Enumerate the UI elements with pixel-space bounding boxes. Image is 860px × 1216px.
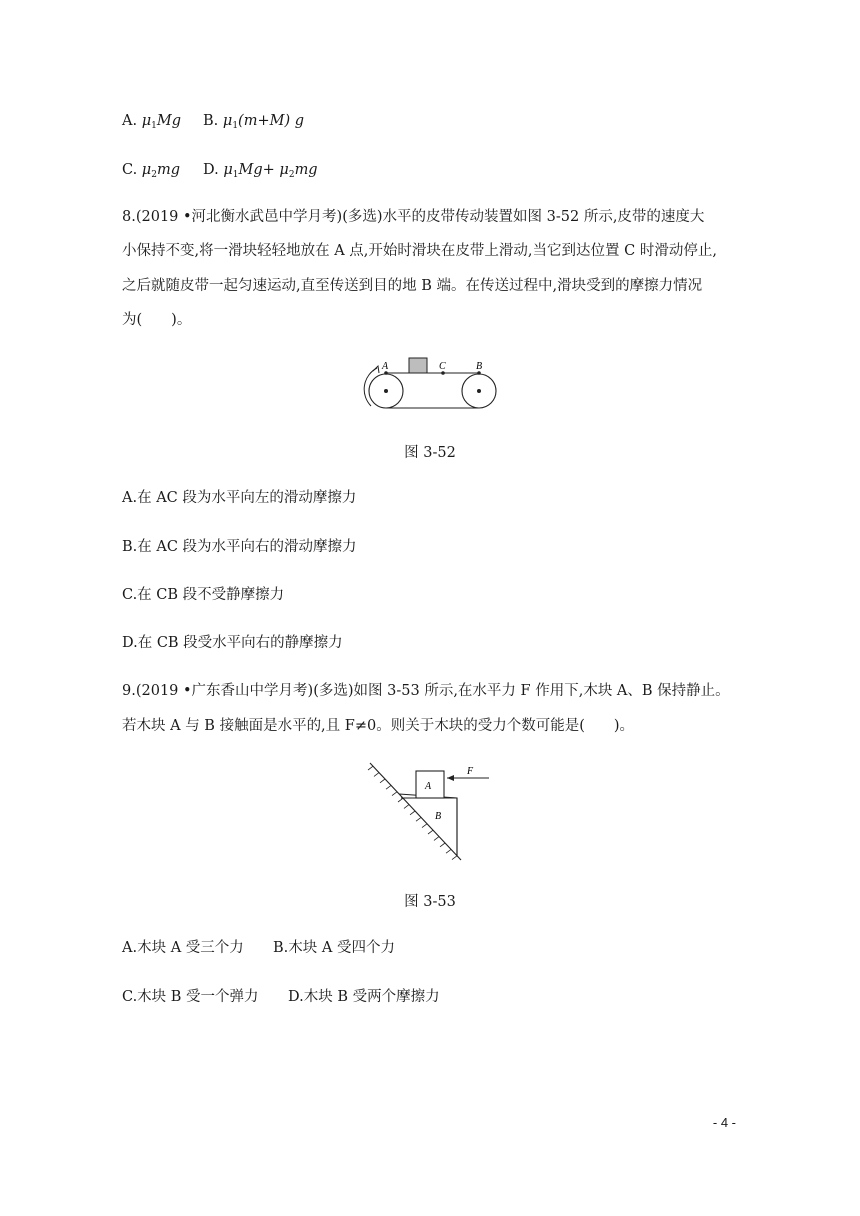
q9-option-c: C.木块 B 受一个弹力: [122, 989, 259, 1005]
q8-option-d: D.在 CB 段受水平向右的静摩擦力: [122, 635, 343, 651]
q7-option-b: B. $\mu_1(m+M)$ g: [203, 113, 304, 131]
q9-option-d: D.木块 B 受两个摩擦力: [288, 989, 440, 1005]
q7-option-c: C. $\mu_2mg$: [122, 162, 181, 180]
q9-text-line-2: 若木块 A 与 B 接触面是水平的,且 F≠0。则关于木块的受力个数可能是( )。: [122, 718, 635, 734]
label-b: B: [476, 361, 483, 372]
q9-option-a: A.木块 A 受三个力: [122, 940, 244, 956]
q8-option-c: C.在 CB 段不受静摩擦力: [122, 587, 285, 603]
page-number: - 4 -: [712, 1115, 736, 1130]
q7-option-d: D. $\mu_1Mg+ \mu_2mg$: [203, 162, 318, 180]
q9-option-b: B.木块 A 受四个力: [273, 940, 395, 956]
q8-option-a: A.在 AC 段为水平向左的滑动摩擦力: [122, 490, 357, 506]
label-c: C: [439, 361, 446, 372]
q8-text-line-1: 8.(2019 •河北衡水武邑中学月考)(多选)水平的皮带传动装置如图 3-52 所示,皮带的速度大: [122, 209, 705, 225]
q8-text-line-4: 为( )。: [122, 312, 192, 328]
conveyor-belt-figure: [355, 352, 515, 416]
figure-caption-3-53: 图 3-53: [404, 894, 456, 910]
slider-block: [409, 358, 427, 373]
q7-option-a: A. $\mu_1Mg$: [122, 113, 182, 131]
q9-text-line-1: 9.(2019 •广东香山中学月考)(多选)如图 3-53 所示,在水平力 F 作用下,木块 A、B 保持静止。: [122, 683, 730, 699]
label-a: A: [382, 361, 389, 372]
q8-text-line-2: 小保持不变,将一滑块轻轻地放在 A 点,开始时滑块在皮带上滑动,当它到达位置 C 时滑动停止,: [122, 243, 717, 259]
label-b: B: [435, 811, 442, 822]
incline-blocks-figure: [365, 760, 495, 864]
q8-option-b: B.在 AC 段为水平向右的滑动摩擦力: [122, 539, 357, 555]
q8-text-line-3: 之后就随皮带一起匀速运动,直至传送到目的地 B 端。在传送过程中,滑块受到的摩擦力情况: [122, 278, 703, 294]
rotation-arrow-icon: [364, 368, 377, 406]
label-f: F: [467, 766, 474, 777]
figure-caption-3-52: 图 3-52: [404, 445, 456, 461]
label-a: A: [425, 781, 432, 792]
